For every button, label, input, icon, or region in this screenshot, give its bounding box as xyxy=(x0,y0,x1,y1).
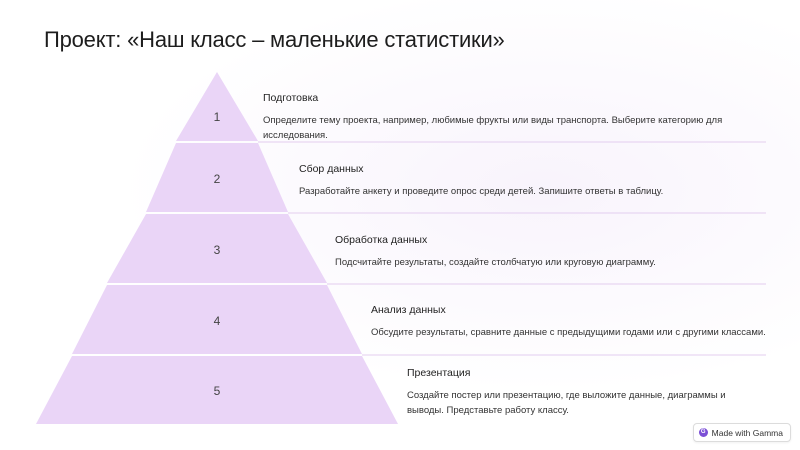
step-1 xyxy=(263,91,763,143)
tier-number-2: 2 xyxy=(213,172,221,186)
tier-number-1: 1 xyxy=(213,110,221,124)
step-3-description: Подсчитайте результаты, создайте столбчатую или круговую диаграмму. xyxy=(335,257,656,268)
tier-number-4: 4 xyxy=(213,314,221,328)
step-2 xyxy=(299,162,759,199)
pyramid-tier-1 xyxy=(176,72,258,141)
step-3 xyxy=(335,233,755,270)
step-4-description: Обсудите результаты, сравните данные с предыдущими годами или с другими классами. xyxy=(371,327,766,338)
step-5 xyxy=(407,366,737,418)
step-4-title: Анализ данных xyxy=(371,304,446,316)
step-1-title: Подготовка xyxy=(263,92,319,104)
step-1-description: Определите тему проекта, например, любимые фрукты или виды транспорта. Выберите категорию для исследования. xyxy=(263,115,723,141)
step-2-title: Сбор данных xyxy=(299,163,364,175)
tier-number-5: 5 xyxy=(213,384,221,398)
step-2-description: Разработайте анкету и проведите опрос среди детей. Запишите ответы в таблицу. xyxy=(299,186,664,197)
badge-label: Made with Gamma xyxy=(711,427,783,438)
made-with-gamma-badge[interactable] xyxy=(693,423,791,442)
step-5-description: Создайте постер или презентацию, где выложите данные, диаграммы и выводы. Представьте работу классу. xyxy=(407,390,726,416)
gamma-logo-icon: G xyxy=(699,428,708,437)
step-5-title: Презентация xyxy=(407,367,471,379)
step-3-title: Обработка данных xyxy=(335,234,428,246)
step-4 xyxy=(371,303,766,340)
tier-number-3: 3 xyxy=(213,243,221,257)
slide-title: Проект: «Наш класс – маленькие статистики» xyxy=(44,27,505,52)
